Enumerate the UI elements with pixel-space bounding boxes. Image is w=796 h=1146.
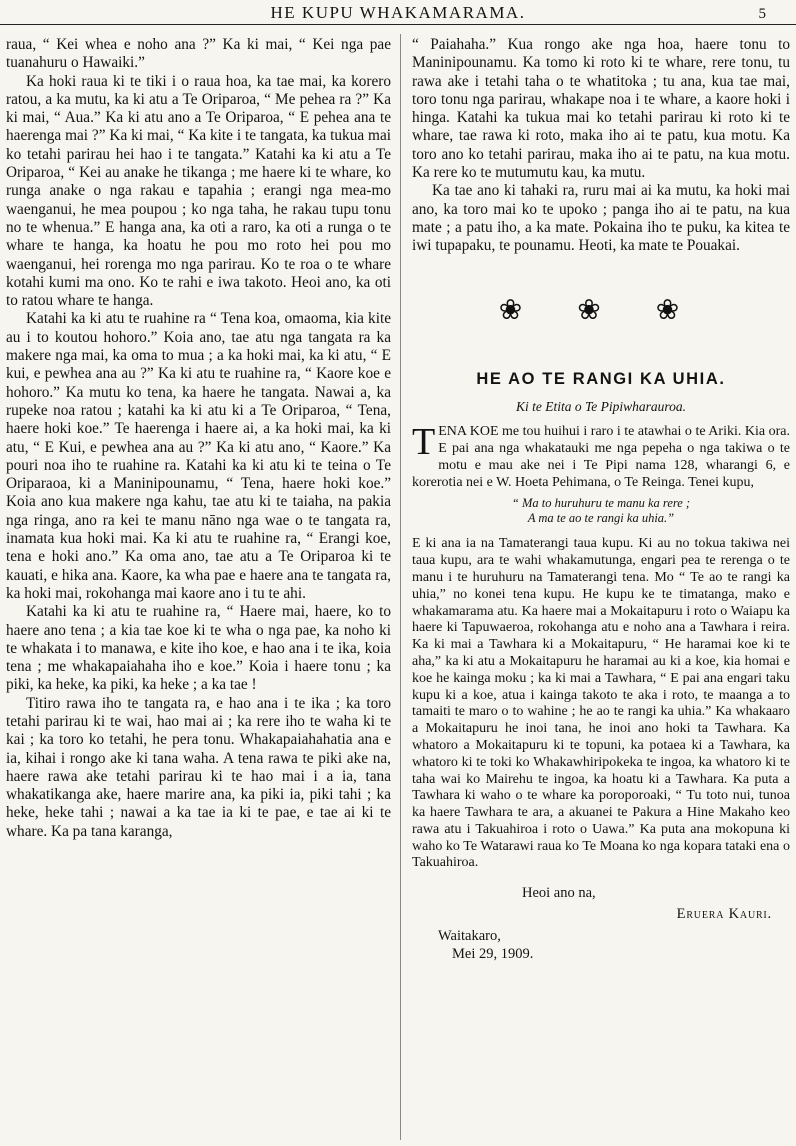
drop-cap: T: [412, 421, 436, 464]
paragraph: Ka hoki raua ki te tiki i o raua hoa, ka tae mai, ka korero ratou, a ka mutu, ka ki atu a Te Oriparoa, “ Me pehea ra ?” Ka ki mai, “ Aua.” Ka ki atu ano a Te Oriparoa, “ E pehea ana te haerenga mai ?” Ka ki mai, “ Ka kite i te tangata, ka tukua mai ko tetahi parirau hei hao i te tangata.” Katahi ka ki atu a Te Oriparoa, “ Kei au anake he tikanga ; me haere ki te whare, ko runga anake o nga rakau e tapahia ; erangi nga mea-mo waenganui, he mea poupou ; ko nga taha, he rakau tupu tonu no te whenua.” E hanga ana, ka oti a raro, ka oti a runga o te whare te hanga, ka hoatu he pou mo roto hei pou mo waenganui, hei rorenga mo nga parirau. Ko te roa o te whare kotahi kumi ma ono. Ko te rahi e iwa takoto. Heoi ano, ka oti to ratou whare te hanga.: [6, 72, 391, 310]
article-intro: [412, 421, 790, 491]
article-intro-text: ENA KOE me tou huihui i raro i te atawhai o te Ariki. Kia ora. E pai ana nga whakatauki me nga pepeha o nga takiwa o te motu e mau ake nei i Te Pipi nama 128, wharangi 6, e korerotia nei e W. Hoeta Pehimana, o Te Reinga. Tenei kupu,: [412, 424, 790, 490]
article-title: HE AO TE RANGI KA UHIA.: [476, 369, 726, 388]
proverb-line: “ Ma to huruhuru te manu ka rere ;: [511, 496, 691, 511]
left-column: [6, 36, 391, 841]
paragraph: Ka tae ano ki tahaki ra, ruru mai ai ka mutu, ka hoki mai ano, ka toro mai ko te upoko ; panga iho ai te patu, na kua mate ; a patu iho, a ka mate. Pokaina iho te puku, ka kitea te iwi tupapaku, te pounamu. Heoti, ka mate te Pouakai.: [412, 182, 790, 255]
flower-ornament-icon: ❀: [655, 294, 704, 326]
paragraph: “ Paiahaha.” Kua rongo ake nga hoa, haere tonu to Maninipounamu. Ka tomo ki roto ki te whare, rere tonu, tu rawa ake i tetahi taha o te whatitoka ; tu ana, kua tae mai, toro tonu nga parirau, whakape noa i te whare, a kaore hoki i hinga. Katahi ka tukua mai ko tetahi parirau ki roto ki te whare, tae rawa ki roto, maka iho ai te patu, kua motu. Ka toro ano ko tetahi parirau, maka iho ai te patu, na kua motu. Ka rere ko te mutumutu kau, ka mutu.: [412, 36, 790, 182]
page-number: 5: [758, 6, 766, 22]
paragraph: raua, “ Kei whea e noho ana ?” Ka ki mai, “ Kei nga pae tuanahuru o Hawaiki.”: [6, 36, 391, 72]
closing-line: Heoi ano na,: [522, 885, 596, 902]
article-byline: Ki te Etita o Te Pipiwharauroa.: [515, 398, 686, 414]
flower-ornament-icon: ❀: [577, 294, 625, 326]
paragraph: Katahi ka ki atu te ruahine ra “ Tena koa, omaoma, kia kite au i to koutou hohoro.” Koia ano, tae atu nga tangata ra ka makere nga mai, ka oma to mua ; a ka hoki mai, ka ki atu, “ E kui, e pewhea ana au ?” Ka ki atu te ruahine ra, “ Kaore koe e hohoro.” Ka mutu ko tena, ka haere he tangata. Nawai a, ka rupeke noa ratou ; katahi ka ki atu ki a Te Oriparoa, “ Tena, haere hoki koe.” Te haerenga i haere ai, a ka hoki mai, ka ki atu, “ E Kui, e pewhea ana au ?” Ka ki atu ano, “ Kaore.” Ka pouri noa iho te ruahine ra. Katahi ka ki atu ki te teina o Te Oriparaoa, ki a Maninipounamu, “ Tena, haere hoki koe.” Koia ano kua makere nga kahu, tae atu ki te taiaha, na pakia nga ringa, ano ra kei te manu nāno nga wae o te tangata ra, inamata kua hoki mai. Ka ki atu te ruahine ra, “ Erangi koe, tena e hoki ano.” Ka oma ano, tae atu a Te Oriparoa ki te kauati, e hika ana. Kaore, ka wha pae e haere ana te tangata ra, ka hoki mai, rokohanga mai kaore ano i tu te ahi.: [6, 310, 391, 602]
dateline-date: Mei 29, 1909.: [452, 946, 534, 963]
quoted-proverb: [412, 496, 790, 526]
column-divider: [400, 34, 401, 1140]
article-body: E ki ana ia na Tamaterangi taua kupu. Ki au no tokua takiwa nei taua kupu, ara te wahi whakamutunga, engari pea te rerenga o te manu i te huruhuru na Tamaterangi tena. Mo “ Te ao te rangi ka uhia,” no konei tena kupu. He kupu ke te timatanga, mako e whakamarama atu. Ka haere mai a Mokaitapuru i roto o Waiapu ka haere ki Tapuwaeroa, rokohanga atu e noho ana a Tawhara i reira. Ka ki mai a Tawhara ki a Mokaitapuru, “ He haramai koe ki te aha,” ka ki atu a Mokaitapuru he haramai au ki a koe, kia homai e koe he kainga moku ; ka ki mai a Tawhara, “ E pai ana engari taku kupu ki a koe, atua i kainga takoto te aka i roto, te maanga a to tamaiti te maro o to wahine ; he ao te rangi ka uhia.” Ka whakaaro a Mokaitapuru he inoi tana, he inoi ano hoki ta Tawhara. Ka whatoro a Mokaitapuru ki te topuni, ka potaea ki a Tawhara, ka whatoro ki te toki ko Whakawhiripokeka te ingoa, ka whatoro ki te taha wai ko Mairehu te ingoa, ka hoatu ki a Tawhara. Ka puta a Tawhara ki waho o te whare ka poroporoaki, “ Tu toto nui, tunoa ka haere Tawhara te ara, a akuanei te Pakura a Hine Makaho keo rawa atu i Takuahiroa i roto o Uawa.” Ka puta ana mokopuna ki waho ko Te Watarawi raua ko Te Moana ko nga kopara tataki ena o Takuahiroa.: [412, 536, 790, 871]
right-column: [412, 36, 790, 963]
proverb-line: A ma te ao te rangi ka uhia.”: [527, 511, 675, 526]
paragraph: Katahi ka ki atu te ruahine ra, “ Haere mai, haere, ko to haere ano tena ; a kia tae koe ki te wha o nga pae, ka noho ki te whakata i to manawa, e kite iho koe, e hao ana i te ika, koia tena ; me whakapaiahaha iho e koe.” Koia i haere tonu ; ka piki, ka heke, ka piki, ka heke ; a ka tae !: [6, 603, 391, 694]
dateline-place: Waitakaro,: [438, 927, 501, 944]
page-header: [0, 2, 796, 25]
paragraph: Titiro rawa iho te tangata ra, e hao ana i te ika ; ka toro tetahi parirau ki te wai, hao mai ai ; ka rere iho te waha ki te kai ; ka toro ko tetahi, he pera tonu. Whakapaiahahatia ana e ia, kihai i rongo ake ki tana waha. A tena rawa te piki ake na, haere rawa ake tetahi parirau ki te hao mai i a ia, tana whakatikanga ake, haere marire ana, ka piki ia, piki tahi ; ka heke, heke tahi ; nawai a ka tae ia ki te pae, e tae ai ki te whare. Ka pa tana karanga,: [6, 694, 391, 840]
section-ornaments: [412, 296, 790, 326]
flower-ornament-icon: ❀: [498, 294, 547, 326]
running-title: HE KUPU WHAKAMARAMA.: [270, 3, 526, 22]
letter-signoff: [412, 884, 790, 963]
author-signature: Eruera Kauri.: [676, 905, 772, 922]
